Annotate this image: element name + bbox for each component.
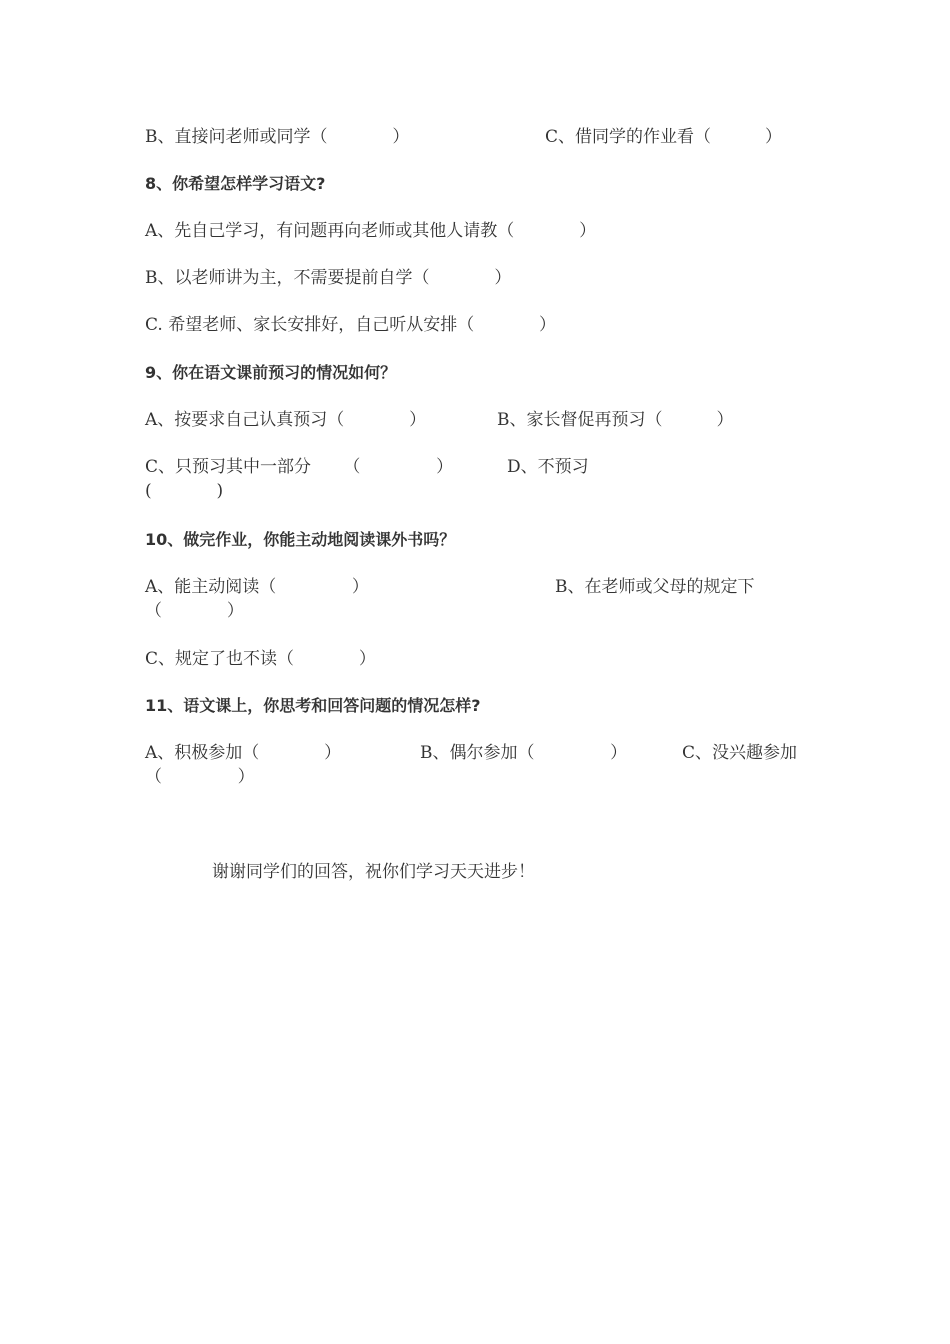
closing-message: 谢谢同学们的回答，祝你们学习天天进步！ [212, 862, 535, 882]
q10-option-b: B、在老师或父母的规定下 [555, 577, 755, 597]
q11-option-b: B、偶尔参加（ ） [420, 743, 628, 763]
q9-option-b: B、家长督促再预习（ ） [497, 410, 734, 430]
q8-option-a: A、先自己学习，有问题再向老师或其他人请教（ ） [145, 221, 597, 241]
q11-option-a: A、积极参加（ ） [145, 743, 342, 763]
q11-option-c-paren: （ ） [145, 767, 255, 787]
q7-option-b: B、直接问老师或同学（ ） [145, 127, 410, 147]
q8-option-c: C. 希望老师、家长安排好，自己听从安排（ ） [145, 315, 557, 335]
q10-option-c: C、规定了也不读（ ） [145, 649, 376, 669]
q10-option-a: A、能主动阅读（ ） [145, 577, 369, 597]
q7-option-c: C、借同学的作业看（ ） [545, 127, 783, 147]
q8-question: 8、你希望怎样学习语文? [145, 174, 326, 193]
q11-question: 11、语文课上，你思考和回答问题的情况怎样? [145, 696, 481, 715]
q8-option-b: B、以老师讲为主，不需要提前自学（ ） [145, 268, 512, 288]
q11-option-c: C、没兴趣参加 [682, 743, 798, 763]
q9-option-d-paren: ( ) [145, 481, 224, 501]
q9-question: 9、你在语文课前预习的情况如何？ [145, 363, 397, 382]
q9-option-c: C、只预习其中一部分 （ ） [145, 457, 454, 477]
q10-question: 10、做完作业，你能主动地阅读课外书吗？ [145, 530, 456, 549]
q10-option-b-paren: （ ） [145, 601, 244, 621]
q9-option-d: D、不预习 [507, 457, 589, 477]
q9-option-a: A、按要求自己认真预习（ ） [145, 410, 427, 430]
